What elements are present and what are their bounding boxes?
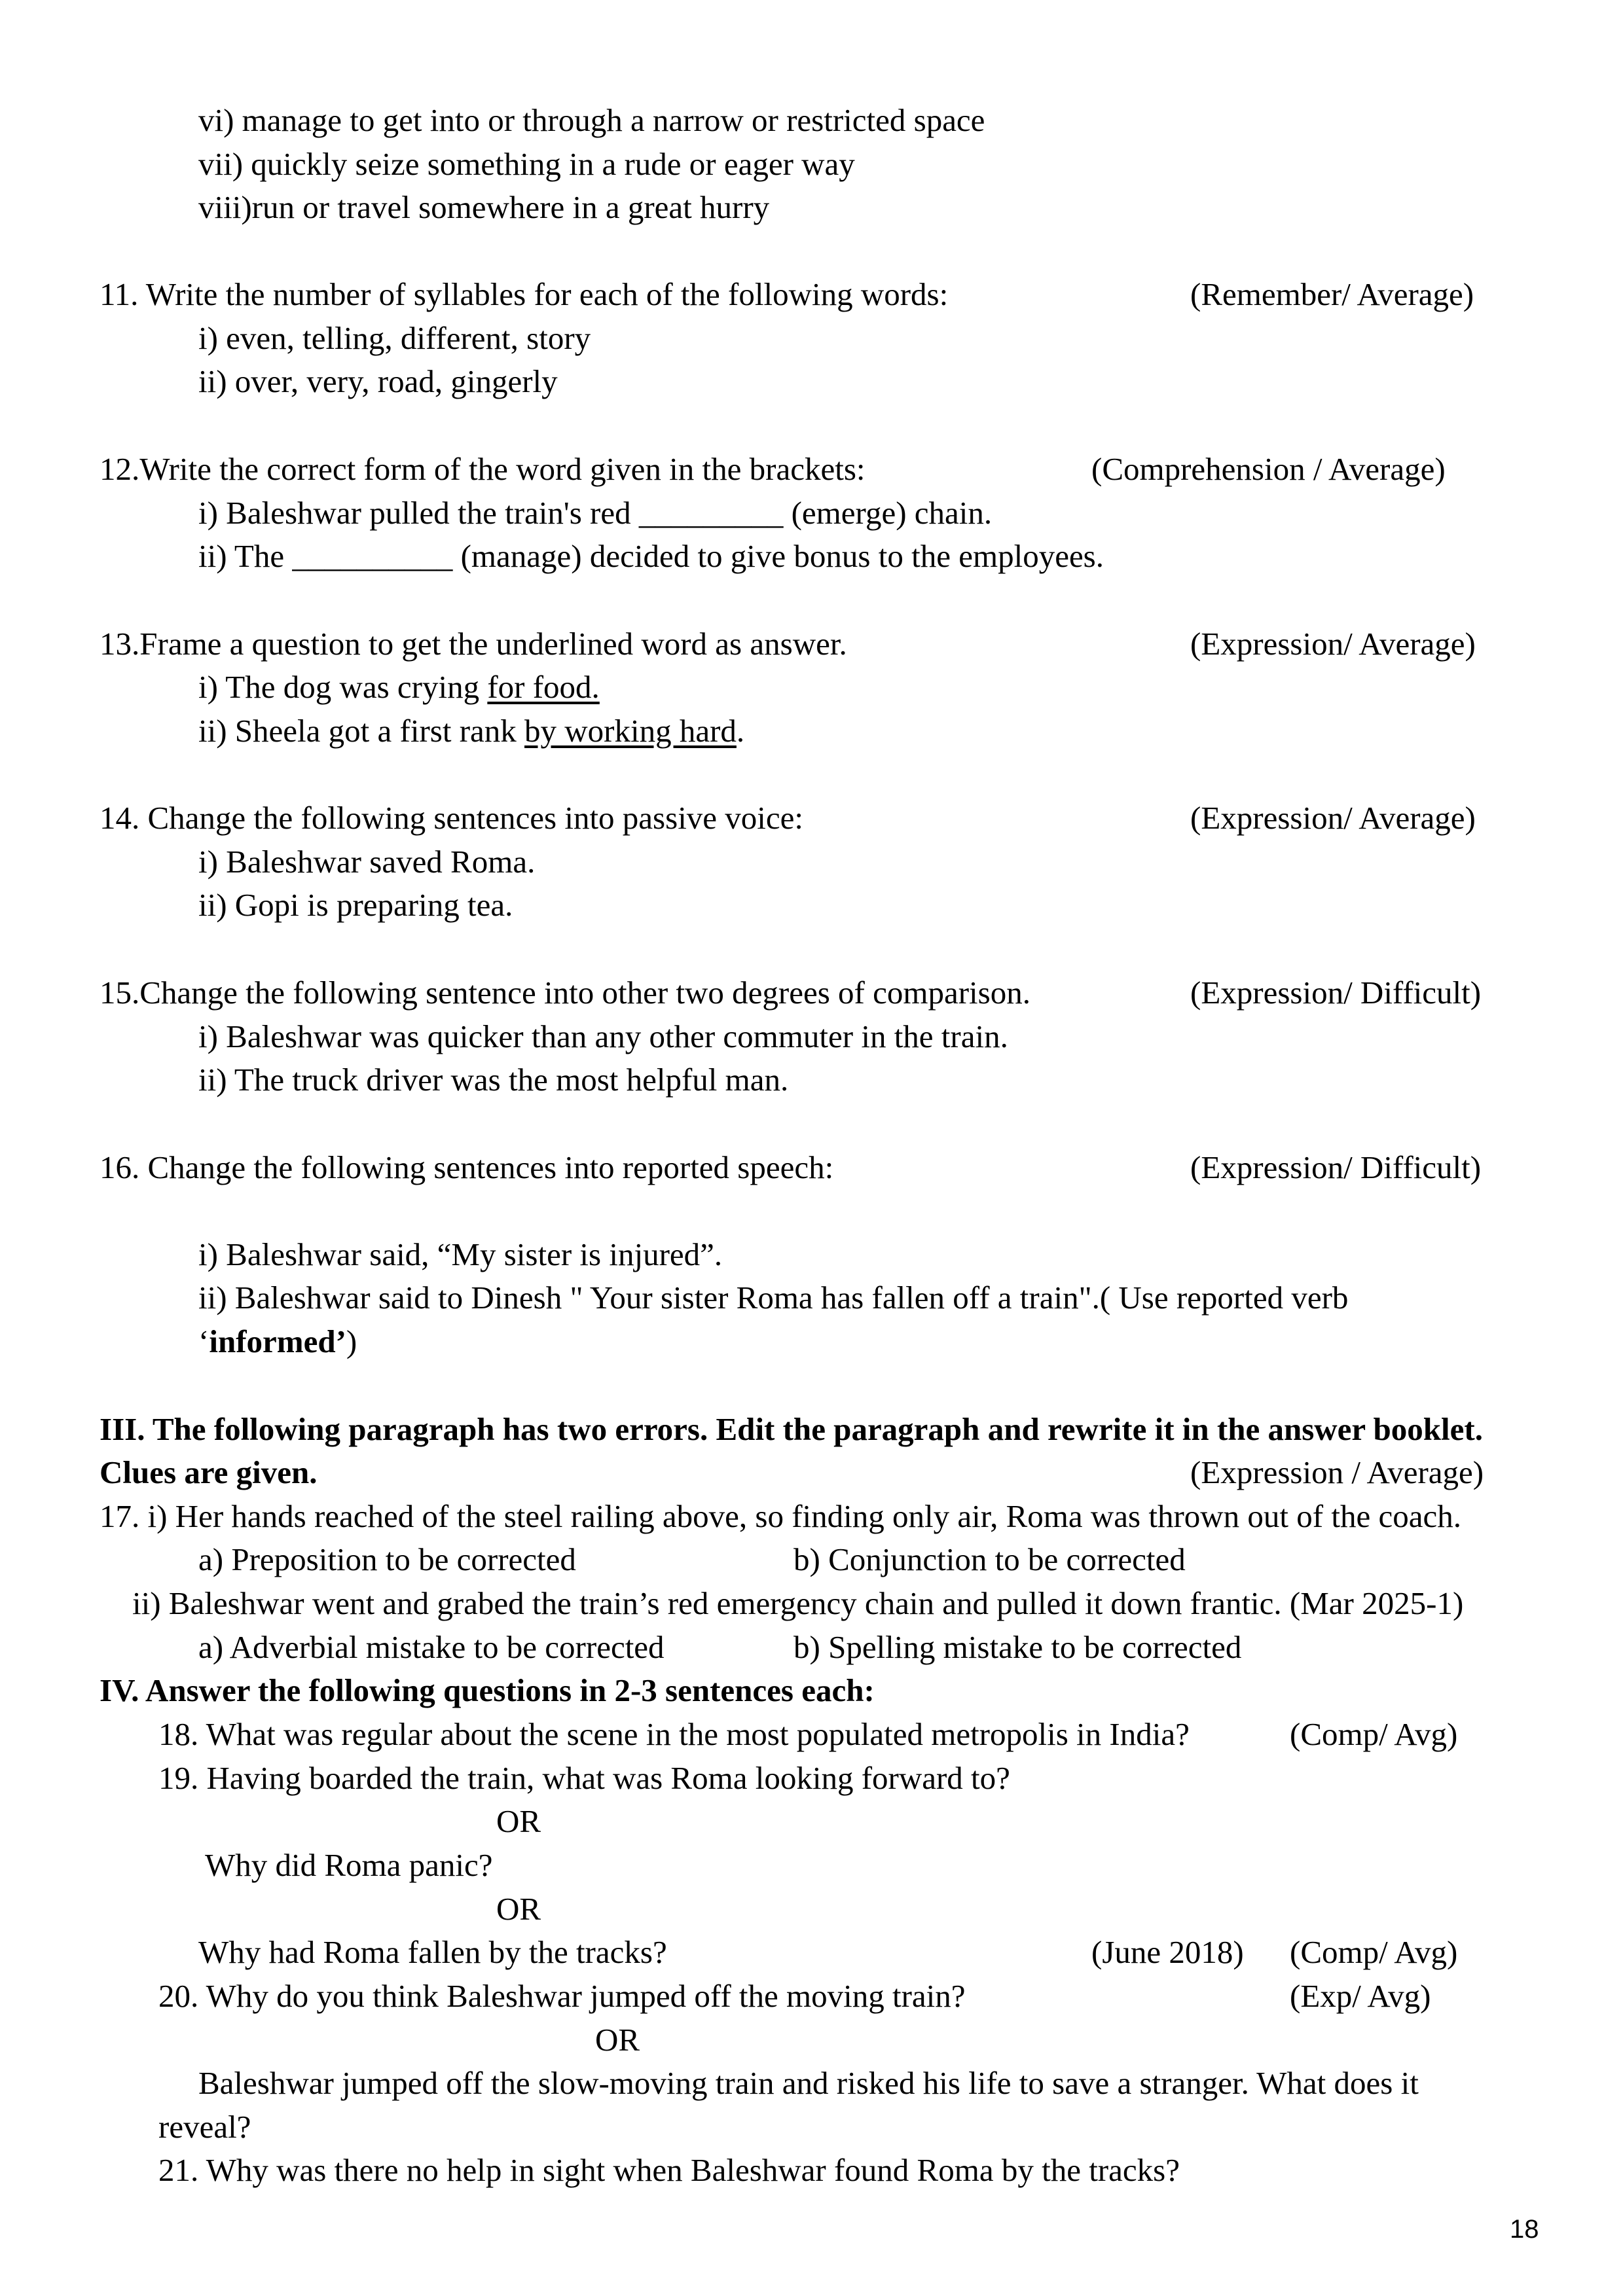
question-18-tag: (Comp/ Avg) (1290, 1716, 1458, 1752)
question-16-item-ii: ii) Baleshwar said to Dinesh " Your sister Roma has fallen off a train".( Use reported verb (198, 1280, 1349, 1316)
question-15-tag: (Expression/ Difficult) (1190, 975, 1482, 1011)
question-14-tag: (Expression/ Average) (1190, 800, 1476, 836)
question-15: 15.Change the following sentence into other two degrees of comparison. (100, 975, 1030, 1011)
question-14-item-i: i) Baleshwar saved Roma. (198, 844, 536, 880)
underlined-answer: by working hard (524, 713, 737, 749)
question-12-item-ii: ii) The __________ (manage) decided to give bonus to the employees. (198, 538, 1104, 574)
question-19-alternative-2: Why had Roma fallen by the tracks? (198, 1934, 667, 1970)
section-3-tag: (Expression / Average) (1190, 1454, 1484, 1490)
question-16-item-i: i) Baleshwar said, “My sister is injured”. (198, 1236, 723, 1272)
question-20: 20. Why do you think Baleshwar jumped off the moving train? (158, 1978, 966, 2014)
or-separator: OR (595, 2022, 640, 2058)
question-20-alternative-line-1: Baleshwar jumped off the slow-moving train and risked his life to save a stranger. What does it (198, 2065, 1419, 2101)
question-17-i-clue-b: b) Conjunction to be corrected (793, 1541, 1186, 1577)
page-number: 18 (1510, 2215, 1539, 2244)
question-14: 14. Change the following sentences into passive voice: (100, 800, 804, 836)
section-3-heading-continued: Clues are given. (100, 1454, 318, 1490)
section-3-heading: III. The following paragraph has two errors. Edit the paragraph and rewrite it in the answer booklet. (100, 1411, 1483, 1447)
question-17-ii-clue-b: b) Spelling mistake to be corrected (793, 1629, 1242, 1665)
question-20-tag: (Exp/ Avg) (1290, 1978, 1431, 2014)
question-16-item-ii-continued: ‘informed’) (198, 1323, 357, 1359)
question-15-item-ii: ii) The truck driver was the most helpful man. (198, 1062, 789, 1098)
question-19-tag: (Comp/ Avg) (1290, 1934, 1458, 1970)
question-19-alternative-1: Why did Roma panic? (205, 1847, 493, 1883)
question-17-ii-clue-a: a) Adverbial mistake to be corrected (198, 1629, 665, 1665)
list-item-viii: viii)run or travel somewhere in a great hurry (198, 189, 770, 225)
question-20-alternative-line-2: reveal? (158, 2109, 251, 2145)
question-17-i-clue-a: a) Preposition to be corrected (198, 1541, 576, 1577)
or-separator: OR (496, 1891, 541, 1927)
question-17-i: 17. i) Her hands reached of the steel railing above, so finding only air, Roma was thrown out of the coach. (100, 1498, 1461, 1534)
question-11-item-i: i) even, telling, different, story (198, 320, 591, 356)
list-item-vii: vii) quickly seize something in a rude or eager way (198, 146, 855, 182)
question-16-tag: (Expression/ Difficult) (1190, 1149, 1482, 1185)
question-11-tag: (Remember/ Average) (1190, 276, 1474, 312)
list-item-vi: vi) manage to get into or through a narrow or restricted space (198, 102, 985, 138)
question-21: 21. Why was there no help in sight when Baleshwar found Roma by the tracks? (158, 2152, 1180, 2188)
question-13-item-ii: ii) Sheela got a first rank by working hard. (198, 713, 745, 749)
question-11-item-ii: ii) over, very, road, gingerly (198, 363, 558, 399)
question-18: 18. What was regular about the scene in the most populated metropolis in India? (158, 1716, 1190, 1752)
question-16: 16. Change the following sentences into reported speech: (100, 1149, 834, 1185)
section-4-heading: IV. Answer the following questions in 2-3 sentences each: (100, 1672, 875, 1708)
question-12-tag: (Comprehension / Average) (1091, 451, 1446, 487)
question-11: 11. Write the number of syllables for each of the following words: (100, 276, 949, 312)
question-13: 13.Frame a question to get the underlined word as answer. (100, 626, 847, 662)
question-14-item-ii: ii) Gopi is preparing tea. (198, 887, 513, 923)
underlined-answer: for food. (487, 669, 600, 705)
question-12: 12.Write the correct form of the word given in the brackets: (100, 451, 866, 487)
question-13-tag: (Expression/ Average) (1190, 626, 1476, 662)
question-19: 19. Having boarded the train, what was Roma looking forward to? (158, 1760, 1010, 1796)
question-13-item-i: i) The dog was crying for food. (198, 669, 600, 705)
question-15-item-i: i) Baleshwar was quicker than any other commuter in the train. (198, 1018, 1008, 1054)
question-19-year: (June 2018) (1091, 1934, 1244, 1970)
question-12-item-i: i) Baleshwar pulled the train's red _________ (emerge) chain. (198, 495, 993, 531)
question-17-ii: ii) Baleshwar went and grabed the train’s red emergency chain and pulled it down frantic. (Mar 2025-1) (132, 1585, 1464, 1621)
or-separator: OR (496, 1803, 541, 1839)
